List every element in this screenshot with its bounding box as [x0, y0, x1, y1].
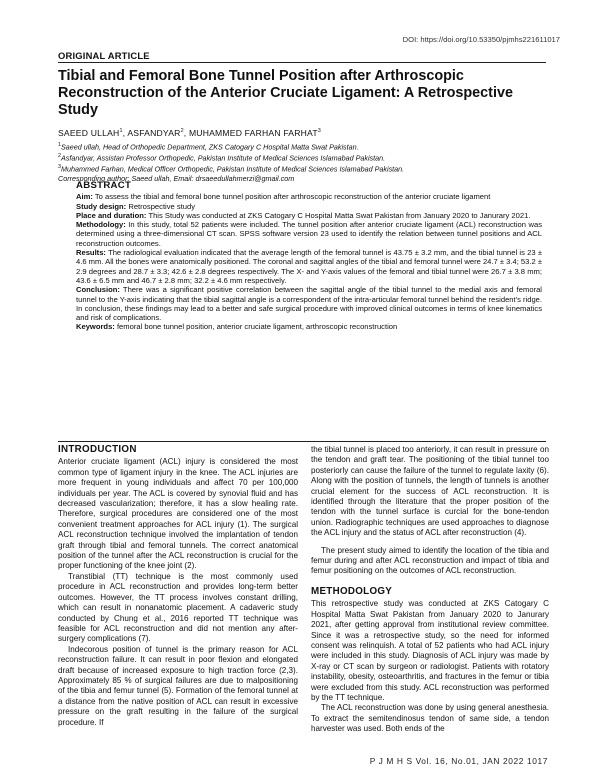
affiliation-line — [58, 152, 548, 163]
author-name: , MUHAMMED FARHAN FARHAT — [183, 128, 318, 138]
abstract-conclusion — [76, 285, 542, 322]
abstract-heading: ABSTRACT — [76, 180, 132, 191]
header-divider — [58, 62, 546, 63]
abstract-label: Aim: — [76, 192, 93, 202]
article-type: ORIGINAL ARTICLE — [58, 50, 150, 61]
abstract-section — [76, 181, 542, 332]
intro-paragraph: Anterior cruciate ligament (ACL) injury is considered the most common type of ligament injury in the knee. The ACL injuries are more frequent in young individuals and affect 70 per 100,000 individuals per year. The ACL is covered by synovial fluid and has decreased vascularization; therefore, it has a slow healing rate. Therefore, surgical procedures are considered one of the most convenient treatment approaches for ACL injury (1). The surgical ACL reconstruction technique involved the implantation of tendon graft through tibial and femoral tunnels. The correct anatomical position of the tunnel after the ACL reconstruction is crucial for the proper functioning of the knee joint (2). — [58, 457, 298, 571]
corresponding-author: Corresponding author: Saeed ullah, Email: drsaeedullahmerzi@gmail.com — [58, 173, 295, 183]
abstract-label: Methodology: — [76, 220, 126, 230]
affiliation-text: Asfandyar, Assistan Professor Orthopedic, Pakistan Institute of Medical Sciences Islamabad Pakistan. — [61, 153, 386, 163]
affiliations — [58, 141, 548, 184]
abstract-label: Study design: — [76, 201, 127, 211]
abstract-label: Place and duration: — [76, 210, 147, 220]
abstract-label: Keywords: — [76, 322, 115, 332]
methodology-heading: METHODOLOGY — [311, 585, 393, 597]
abstract-design — [76, 202, 542, 211]
methods-paragraph: This retrospective study was conducted at ZKS Catogary C Hospital Matta Swat Pakistan from January 2020 to Janurary 2021, after getting approval from institutional review committee. Since it was a retrospective study, so the need for informed consent was relinquish. A total of 52 patients who had ACL injury were included in this study. Diagnosis of ACL injury was made by X-ray or CT scan by surgeon or radiologist. Patients with rotatory instability, obesity, osteoarthritis, and fractures in the femur or tibia were excluded from this study. ACL reconstruction was performed by the TT technique. — [311, 599, 549, 702]
affiliation-sup: 2 — [58, 152, 61, 159]
abstract-text: This Study was conducted at ZKS Catogary C Hospital Matta Swat Pakistan from January 2020 to Janurary 2021. — [146, 210, 531, 220]
author-sup: 2 — [180, 128, 184, 135]
affiliation-sup: 3 — [58, 163, 61, 170]
author-list — [58, 128, 548, 138]
intro-paragraph: the tibial tunnel is placed too anteriorly, it can result in pressure on the tendon and graft tear. The positioning of the tibial tunnel too posteriorly can cause the failure of the tunnel to regulate laxity (6). Along with the position of tunnels, the length of tunnels is another crucial element for the success of ACL reconstruction. It is identified through the literature that the proper position of the tendon with the tunnel surface is curcial for the bone-tendon union. Radiographic techniques are used approaches to diagnose the ACL injury and the status of ACL after reconstruction (4). — [311, 445, 549, 538]
abstract-text: There was a significant positive correlation between the sagittal angle of the tibial tunnel to the medial axis and femoral tunnel to the Y-axis indicating that the tibial sagittal angle is a correspondent of the intra-articular femoral tunnel behind the resident's ridge. In conclusion, these findings may lead to a better and safe surgical procedure with improved clinical outcomes in terms of knee kinematics and risk of complications. — [76, 285, 542, 323]
abstract-label: Results: — [76, 248, 106, 258]
abstract-text: To assess the tibial and femoral bone tunnel position after arthroscopic reconstruction of the anterior cruciate ligament — [92, 192, 491, 202]
left-column — [58, 445, 298, 728]
author-name: , ASFANDYAR — [122, 128, 181, 138]
affiliation-sup: 1 — [58, 142, 61, 148]
intro-paragraph: Indecorous position of tunnel is the primary reason for ACL reconstruction failure. It can result in poor flexion and elongated draft because of increased exposure to high traction force (2,3). Approximately 85 % of surgical failures are due to malpositioning of the tibia and femur tunnel (5). Formation of the femoral tunnel at a distance from the native position of ACL can result in excessive pressure on the graft resulting in the failure of the surgical procedure. If — [58, 644, 298, 727]
page-footer: P J M H S Vol. 16, No.01, JAN 2022 1017 — [369, 756, 548, 766]
right-column — [311, 445, 549, 735]
abstract-results — [76, 248, 542, 285]
abstract-divider — [58, 441, 546, 442]
methods-paragraph: The ACL reconstruction was done by using general anesthesia. To extract the semitendinosus tendon of same side, a tendon harvester was used. Both ends of the — [311, 703, 549, 734]
intro-paragraph: The present study aimed to identify the location of the tibia and femur during and after ACL reconstruction and impact of tibia and femur positioning on the outcomes of ACL reconstruction. — [311, 545, 549, 576]
paper-title: Tibial and Femoral Bone Tunnel Position after Arthroscopic Reconstruction of the Anterior Cruciate Ligament: A Retrospective Study — [58, 68, 513, 118]
abstract-methodology — [76, 220, 542, 248]
doi-link[interactable]: DOI: https://doi.org/10.53350/pjmhs221611017 — [402, 35, 560, 44]
abstract-text: Retrospective study — [126, 201, 196, 211]
affiliation-text: Muhammed Farhan, Medical Officer Orthopedic, Pakistan Institute of Medical Sciences Islamabad Pakistan. — [61, 164, 405, 174]
affiliation-line — [58, 141, 548, 152]
abstract-text: In this study, total 52 patients were included. The tunnel position after anterior cruciate ligament (ACL) reconstruction was determined using a three-dimensional CT scan. SPSS software version 23 used to identify the relation between tunnel positions and ACL reconstruction outcomes. — [76, 220, 542, 248]
intro-paragraph: Transtibial (TT) technique is the most commonly used procedure in ACL reconstruction and provides long-term better outcomes. However, the TT process involves constant drilling, which can result in nonanatomic placement. A cadaveric study conducted by Chung et al., 2016 reported TT technique was feasible for ACL reconstruction and did not mention any after-surgery complications (7). — [58, 571, 298, 644]
abstract-text: femoral bone tunnel position, anterior cruciate ligament, arthroscopic reconstruction — [114, 322, 398, 332]
author-name: SAEED ULLAH — [58, 128, 120, 138]
abstract-aim — [76, 192, 542, 201]
abstract-text: The radiological evaluation indicated that the average length of the femoral tunnel is 43.75 ± 3.2 mm, and the tibial tunnel is 23 ± 4.6 mm. All the bones were anatomically positioned. The coronal and sagittal angles of the tibial and femoral tunnel were 24.7 ± 3.4; 53.2 ± 2.9 degrees and 28.7 ± 3.3; 42.6 ± 2.8 degrees respectively. The X- and Y-axis values of the femoral and tibial tunnel were 26.7 ± 3.8 mm; 43.6 ± 6.5 mm and 46.7 ± 2.8 mm; 32.2 ± 4.6 mm respectively. — [76, 248, 542, 285]
abstract-keywords — [76, 322, 542, 331]
affiliation-line — [58, 163, 548, 174]
abstract-label: Conclusion: — [76, 285, 120, 295]
introduction-heading: INTRODUCTION — [58, 444, 137, 455]
affiliation-text: Saeed ullah, Head of Orthopedic Department, ZKS Catogary C Hospital Matta Swat Pakistan. — [61, 142, 359, 152]
abstract-place — [76, 211, 542, 220]
author-sup: 1 — [119, 128, 123, 135]
author-sup: 3 — [317, 128, 321, 135]
